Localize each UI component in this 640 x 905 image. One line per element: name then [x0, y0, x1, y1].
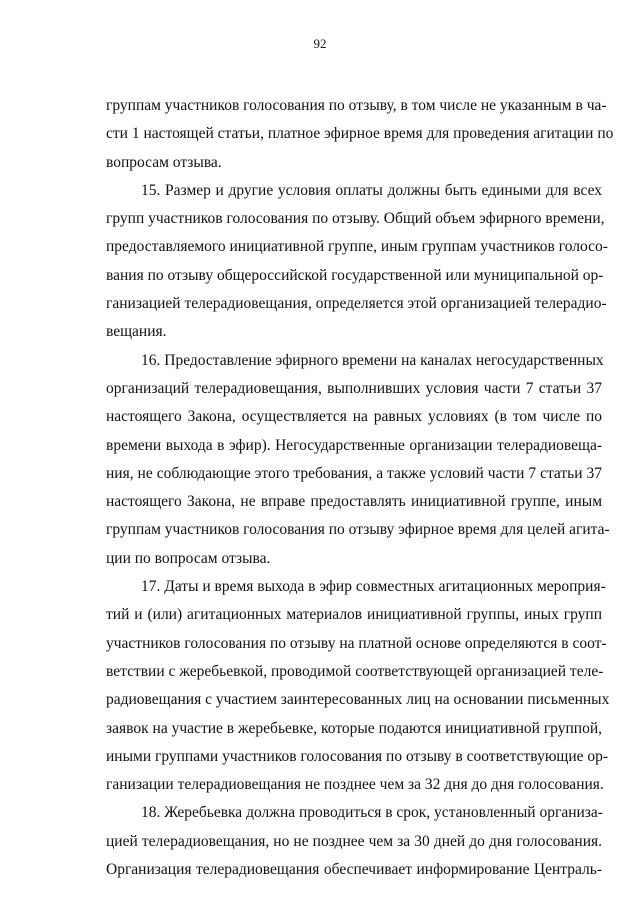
text-line: настоящего Закона, не вправе предоставлять инициативной группе, иным — [106, 493, 602, 511]
text-line: иными группами участников голосования по отзыву в соответствующие ор- — [106, 747, 609, 765]
document-body — [106, 92, 614, 884]
text-line: групп участников голосования по отзыву. Общий объем эфирного времени, — [106, 210, 605, 228]
text-line: группам участников голосования по отзыву эфирное время для целей агита- — [106, 521, 610, 539]
text-line: организаций телерадиовещания, выполнивших условия части 7 статьи 37 — [106, 379, 602, 397]
paragraph-start-line: 18. Жеребьевка должна проводиться в срок, установленный организа- — [141, 804, 603, 822]
text-line: ции по вопросам отзыва. — [106, 549, 271, 567]
text-line: ганизацией телерадиовещания, определяется этой организацией телерадио- — [106, 295, 607, 313]
text-line: настоящего Закона, осуществляется на равных условиях (в том числе по — [106, 408, 602, 426]
text-line: радиовещания с участием заинтересованных лиц на основании письменных — [106, 691, 610, 709]
text-line: ветствии с жеребьевкой, проводимой соответствующей организацией теле- — [106, 662, 604, 680]
text-line: времени выхода в эфир). Негосударственные организации телерадиовеща- — [106, 436, 602, 454]
text-line: ния, не соблюдающие этого требования, а также условий части 7 статьи 37 — [106, 464, 602, 482]
text-line: цией телерадиовещания, но не позднее чем за 30 дней до дня голосования. — [106, 832, 602, 850]
paragraph-start-line: 15. Размер и другие условия оплаты должны быть едиными для всех — [141, 181, 602, 199]
text-line: участников голосования по отзыву на платной основе определяются в соот- — [106, 634, 607, 652]
text-line: тий и (или) агитационных материалов инициативной группы, иных групп — [106, 606, 602, 624]
text-line: вопросам отзыва. — [106, 153, 222, 171]
text-line: предоставляемого инициативной группе, иным группам участников голосо- — [106, 238, 608, 256]
text-line: вания по отзыву общероссийской государственной или муниципальной ор- — [106, 266, 604, 284]
text-line: ганизации телерадиовещания не позднее чем за 32 дня до дня голосования. — [106, 776, 604, 794]
page-number: 92 — [313, 36, 327, 51]
paragraph-start-line: 17. Даты и время выхода в эфир совместных агитационных мероприя- — [141, 578, 606, 596]
text-line: группам участников голосования по отзыву, в том числе не указанным в ча- — [106, 97, 607, 114]
paragraph-start-line: 16. Предоставление эфирного времени на каналах негосударственных — [141, 351, 604, 369]
text-line: сти 1 настоящей статьи, платное эфирное время для проведения агитации по — [106, 125, 614, 143]
text-line: вещания. — [106, 323, 167, 341]
text-line: Организация телерадиовещания обеспечивает информирование Централь- — [106, 861, 602, 879]
text-line: заявок на участие в жеребьевке, которые подаются инициативной группой, — [106, 719, 602, 737]
